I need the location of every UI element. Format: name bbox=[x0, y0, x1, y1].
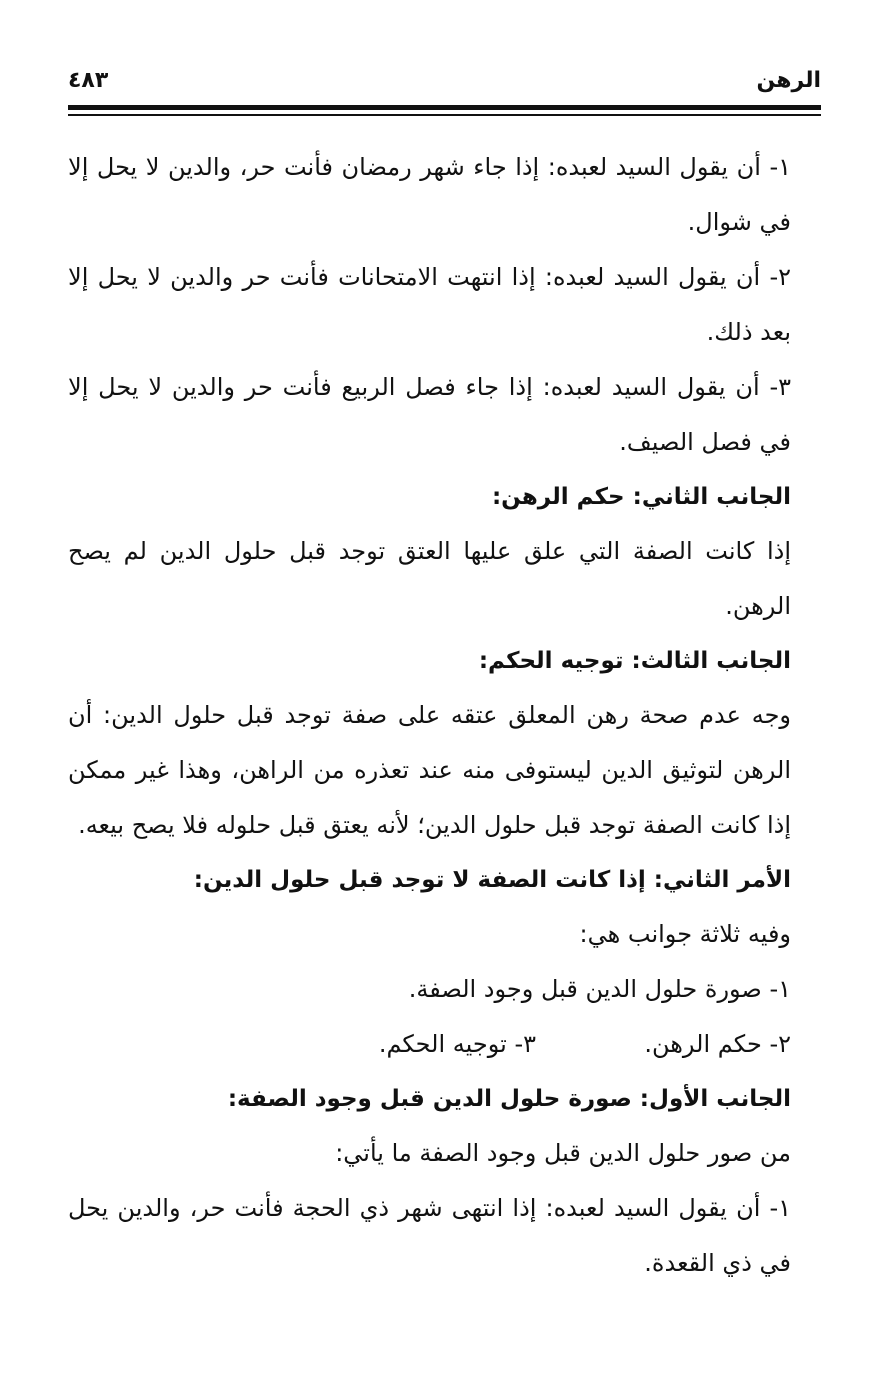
paragraph-example-2: ٢- أن يقول السيد لعبده: إذا انتهت الامتحانات فأنت حر والدين لا يحل إلا بعد ذلك. bbox=[68, 263, 791, 346]
list-item-aspect-1: ١- صورة حلول الدين قبل وجود الصفة. bbox=[408, 975, 791, 1003]
paragraph-ruling: إذا كانت الصفة التي علق عليها العتق توجد قبل حلول الدين لم يصح الرهن. bbox=[68, 537, 791, 620]
section-heading-ruling: الجانب الثاني: حكم الرهن: bbox=[491, 484, 791, 510]
list-item-aspect-2: ٢- حكم الرهن. bbox=[644, 1030, 791, 1058]
page-number: ٤٨٣ bbox=[68, 68, 109, 93]
paragraph-example-1: ١- أن يقول السيد لعبده: إذا جاء شهر رمضان فأنت حر، والدين لا يحل إلا في شوال. bbox=[68, 153, 791, 236]
paragraph-justification: وجه عدم صحة رهن المعلق عتقه على صفة توجد قبل حلول الدين: أن الرهن لتوثيق الدين ليستوفى منه عند تعذره من الراهن، وهذا غير ممكن إذا كانت الصفة توجد قبل حلول الدين؛ لأنه يعتق قبل حلوله فلا يصح بيعه. bbox=[68, 701, 791, 839]
section-heading-second-matter: الأمر الثاني: إذا كانت الصفة لا توجد قبل حلول الدين: bbox=[193, 867, 791, 893]
chapter-title: الرهن bbox=[756, 68, 821, 93]
body-text bbox=[68, 140, 791, 1291]
paragraph-aspects-intro: وفيه ثلاثة جوانب هي: bbox=[579, 920, 791, 948]
list-item-aspect-3: ٣- توجيه الحكم. bbox=[378, 1030, 536, 1058]
section-heading-justification: الجانب الثالث: توجيه الحكم: bbox=[478, 648, 791, 674]
header-rule-thick bbox=[68, 105, 821, 110]
header-rule-thin bbox=[68, 114, 821, 116]
running-header bbox=[68, 64, 821, 104]
paragraph-forms-intro: من صور حلول الدين قبل وجود الصفة ما يأتي: bbox=[335, 1139, 791, 1167]
section-heading-first-aspect: الجانب الأول: صورة حلول الدين قبل وجود الصفة: bbox=[227, 1086, 791, 1112]
list-row-aspects-2-3 bbox=[68, 1017, 791, 1072]
paragraph-form-example-1: ١- أن يقول السيد لعبده: إذا انتهى شهر ذي الحجة فأنت حر، والدين يحل في ذي القعدة. bbox=[68, 1194, 791, 1277]
paragraph-example-3: ٣- أن يقول السيد لعبده: إذا جاء فصل الربيع فأنت حر والدين لا يحل إلا في فصل الصيف. bbox=[68, 373, 791, 456]
